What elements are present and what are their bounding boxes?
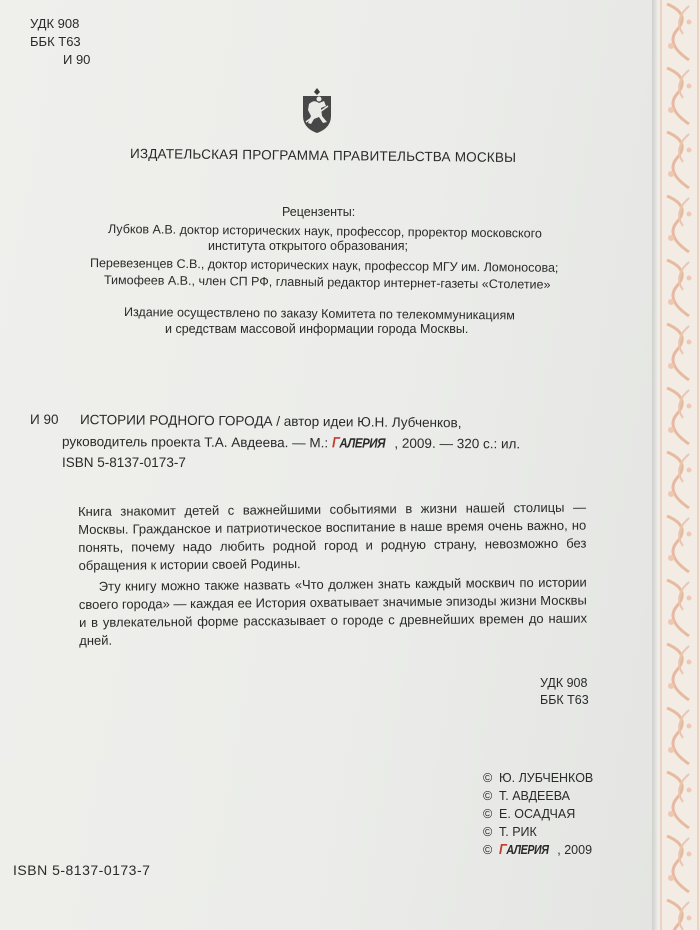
copyright-icon: © xyxy=(483,807,493,821)
decorative-border xyxy=(652,0,700,930)
author-mark: И 90 xyxy=(63,52,91,67)
reviewer-line: института открытого образования; xyxy=(208,239,409,253)
copyright-icon: © xyxy=(483,771,493,785)
imprint-text: руководитель проекта Т.А. Авдеева. — М.: xyxy=(61,434,333,451)
reviewer-line: Тимофеев А.В., член СП РФ, главный редактор интернет-газеты «Столетие» xyxy=(103,273,551,292)
copyright-icon: © xyxy=(483,825,493,839)
udk-code: УДК 908 xyxy=(30,16,80,31)
udk-code: УДК 908 xyxy=(540,676,588,690)
imprint-text: , 2009. — 320 с.: ил. xyxy=(394,435,521,452)
isbn-bottom: ISBN 5-8137-0173-7 xyxy=(13,862,151,878)
copyright-list xyxy=(483,769,593,859)
page-edge xyxy=(652,0,659,930)
bibliography-title-line: ИСТОРИИ РОДНОГО ГОРОДА / автор идеи Ю.Н. Лубченков, xyxy=(79,412,462,431)
bottom-classification-codes xyxy=(540,675,589,709)
copyright-row: © Е. ОСАДЧАЯ xyxy=(483,807,576,821)
bbk-code: ББК Т63 xyxy=(540,693,589,707)
publisher-logo: ГАЛЕРИЯ xyxy=(331,434,386,452)
publisher-logo: ГАЛЕРИЯ xyxy=(499,841,549,858)
top-classification-codes xyxy=(30,15,90,69)
commission-note-line: Издание осуществлено по заказу Комитета по телекоммуникациям xyxy=(123,305,515,323)
bbk-code: ББК Т63 xyxy=(30,34,81,49)
reviewer-line: Лубков А.В. доктор исторических наук, профессор, проректор московского xyxy=(107,222,542,241)
program-title: ИЗДАТЕЛЬСКАЯ ПРОГРАММА ПРАВИТЕЛЬСТВА МОСКВЫ xyxy=(129,146,517,166)
commission-note-line: и средствам массовой информации города Москвы. xyxy=(165,322,469,336)
moscow-coat-of-arms-icon xyxy=(297,86,337,134)
reviewers-heading: Рецензенты: xyxy=(282,205,356,219)
annotation-paragraph: Эту книгу можно также назвать «Что должен знать каждый москвич по истории своего города» — каждая ее История охватывает значимые эпизоды жизни Москвы и в увлекательной форме рассказывает о городе с древнейших времен до наших дней. xyxy=(78,574,588,648)
annotation-paragraph: Книга знакомит детей с важнейшими событиями в жизни нашей столицы — Москвы. Гражданское и патриотическое воспитание в наше время очень важно, но понять, почему надо любить родной город и родную страну, невозможно без обращения к истории своей Родины. xyxy=(78,499,587,573)
copyright-row: © Т. РИК xyxy=(483,825,537,839)
isbn-line: ISBN 5-8137-0173-7 xyxy=(62,455,186,470)
copyright-row: © Т. АВДЕЕВА xyxy=(483,789,570,803)
ornament-icon xyxy=(659,0,700,930)
copyright-row: © Ю. ЛУБЧЕНКОВ xyxy=(483,771,594,785)
bibliography-code: И 90 xyxy=(30,412,59,427)
reviewer-line: Перевезенцев С.В., доктор исторических наук, профессор МГУ им. Ломоносова; xyxy=(89,256,559,275)
book-annotation xyxy=(78,499,587,650)
bibliography-imprint-line xyxy=(62,433,520,452)
copyright-row: © ГАЛЕРИЯ , 2009 xyxy=(483,841,593,858)
copyright-icon: © xyxy=(483,789,493,803)
copyright-icon: © xyxy=(483,843,493,857)
